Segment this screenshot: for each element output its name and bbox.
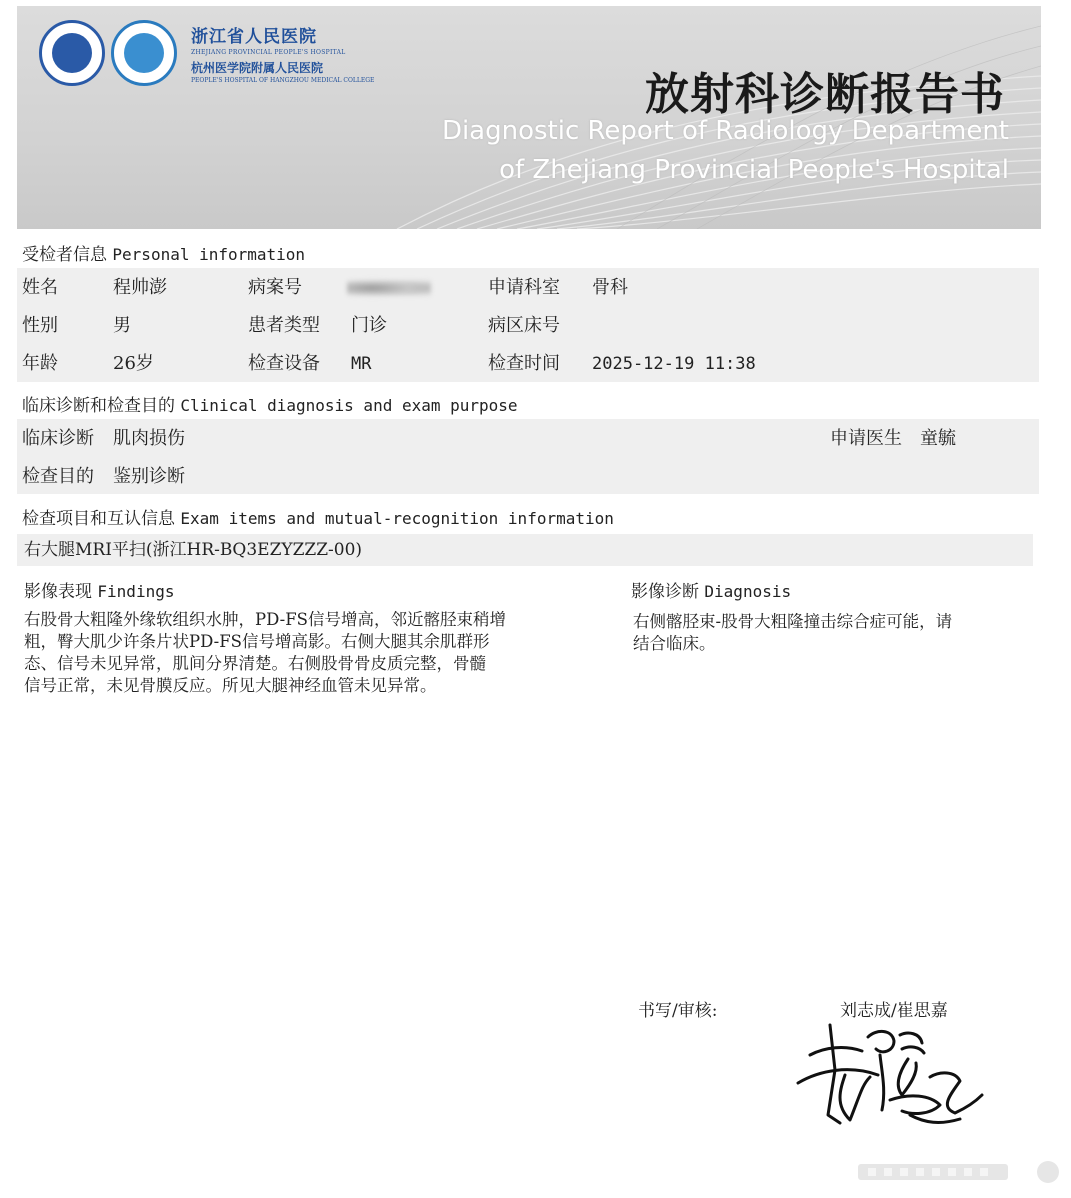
signoff-label: 书写/审核: xyxy=(638,1001,718,1021)
findings-text xyxy=(24,609,604,697)
exam-time-value: 2025-12-19 11:38 xyxy=(592,354,756,374)
department-value: 骨科 xyxy=(592,277,628,298)
patient-type-label: 患者类型 xyxy=(248,315,320,336)
clinical-diagnosis-value: 肌肉损伤 xyxy=(113,428,185,449)
clinical-row-2 xyxy=(17,458,1039,496)
findings-title-en: Findings xyxy=(97,582,175,601)
affiliate-name-en: PEOPLE'S HOSPITAL OF HANGZHOU MEDICAL COLLEGE xyxy=(191,77,375,84)
clinical-diagnosis-label: 临床诊断 xyxy=(22,428,94,449)
personal-row-3 xyxy=(17,345,1039,383)
exam-device-label: 检查设备 xyxy=(248,353,320,374)
findings-line: 信号正常，未见骨膜反应。所见大腿神经血管未见异常。 xyxy=(24,676,437,695)
personal-section-title-cn: 受检者信息 xyxy=(22,245,107,265)
clinical-section-title-en: Clinical diagnosis and exam purpose xyxy=(180,396,518,415)
hospital-seal-icon xyxy=(39,20,105,86)
exam-time-label: 检查时间 xyxy=(488,353,560,374)
exam-section-title-en: Exam items and mutual-recognition information xyxy=(180,509,614,528)
department-label: 申请科室 xyxy=(488,277,560,298)
patient-type-value: 门诊 xyxy=(351,315,387,336)
requesting-doctor-value: 童毓 xyxy=(920,428,956,449)
age-value: 26岁 xyxy=(113,353,154,374)
exam-device-value: MR xyxy=(351,354,372,374)
platform-watermark-icon xyxy=(858,1160,1064,1184)
personal-row-1 xyxy=(17,269,1039,307)
ward-bed-label: 病区床号 xyxy=(488,315,560,336)
findings-title xyxy=(24,577,174,602)
findings-line: 态、信号未见异常，肌间分界清楚。右侧股骨骨皮质完整，骨髓 xyxy=(24,654,486,673)
hospital-name-en: ZHEJIANG PROVINCIAL PEOPLE'S HOSPITAL xyxy=(191,49,346,56)
diagnosis-text xyxy=(633,611,1043,655)
exam-section-title xyxy=(22,504,614,529)
clinical-section-title xyxy=(22,391,518,416)
record-number-label: 病案号 xyxy=(248,277,302,298)
hospital-names xyxy=(191,22,374,84)
handwritten-signature-icon xyxy=(790,1015,990,1135)
age-label: 年龄 xyxy=(22,353,58,374)
diagnosis-line: 结合临床。 xyxy=(633,634,716,653)
affiliate-name-cn: 杭州医学院附属人民医院 xyxy=(191,61,324,75)
diagnosis-line: 右侧髂胫束-股骨大粗隆撞击综合症可能，请 xyxy=(633,612,953,631)
hospital-name-cn: 浙江省人民医院 xyxy=(191,27,317,47)
exam-purpose-value: 鉴别诊断 xyxy=(113,466,185,487)
personal-section-title-en: Personal information xyxy=(112,245,306,264)
clinical-row-1 xyxy=(17,420,1039,458)
personal-section-title xyxy=(22,240,305,265)
findings-line: 右股骨大粗隆外缘软组织水肿，PD-FS信号增高，邻近髂胫束稍增 xyxy=(24,610,506,629)
diagnosis-title xyxy=(631,577,791,602)
exam-item-value: 右大腿MRI平扫(浙江HR-BQ3EZYZZZ-00) xyxy=(24,540,363,560)
record-number-value xyxy=(347,269,431,307)
redacted-blur xyxy=(347,279,431,297)
findings-title-cn: 影像表现 xyxy=(24,582,92,602)
gender-value: 男 xyxy=(113,315,131,336)
name-value: 程帅澎 xyxy=(113,277,167,298)
report-title-cn: 放射科诊断报告书 xyxy=(645,69,1005,120)
signoff-names: 刘志成/崔思嘉 xyxy=(840,1001,948,1021)
gender-label: 性别 xyxy=(22,315,58,336)
requesting-doctor-label: 申请医生 xyxy=(830,428,902,449)
exam-section-title-cn: 检查项目和互认信息 xyxy=(22,509,175,529)
report-title-en-line1: Diagnostic Report of Radiology Department xyxy=(441,116,1009,146)
clinical-section-title-cn: 临床诊断和检查目的 xyxy=(22,396,175,416)
findings-line: 粗，臀大肌少许条片状PD-FS信号增高影。右侧大腿其余肌群形 xyxy=(24,632,490,651)
diagnosis-title-cn: 影像诊断 xyxy=(631,582,699,602)
diagnosis-title-en: Diagnosis xyxy=(704,582,792,601)
report-header xyxy=(17,6,1041,229)
hospital-logos xyxy=(39,20,374,86)
report-title-en-line2: of Zhejiang Provincial People's Hospital xyxy=(499,155,1009,185)
name-label: 姓名 xyxy=(22,277,58,298)
personal-row-2 xyxy=(17,307,1039,345)
exam-purpose-label: 检查目的 xyxy=(22,466,94,487)
college-seal-icon xyxy=(111,20,177,86)
